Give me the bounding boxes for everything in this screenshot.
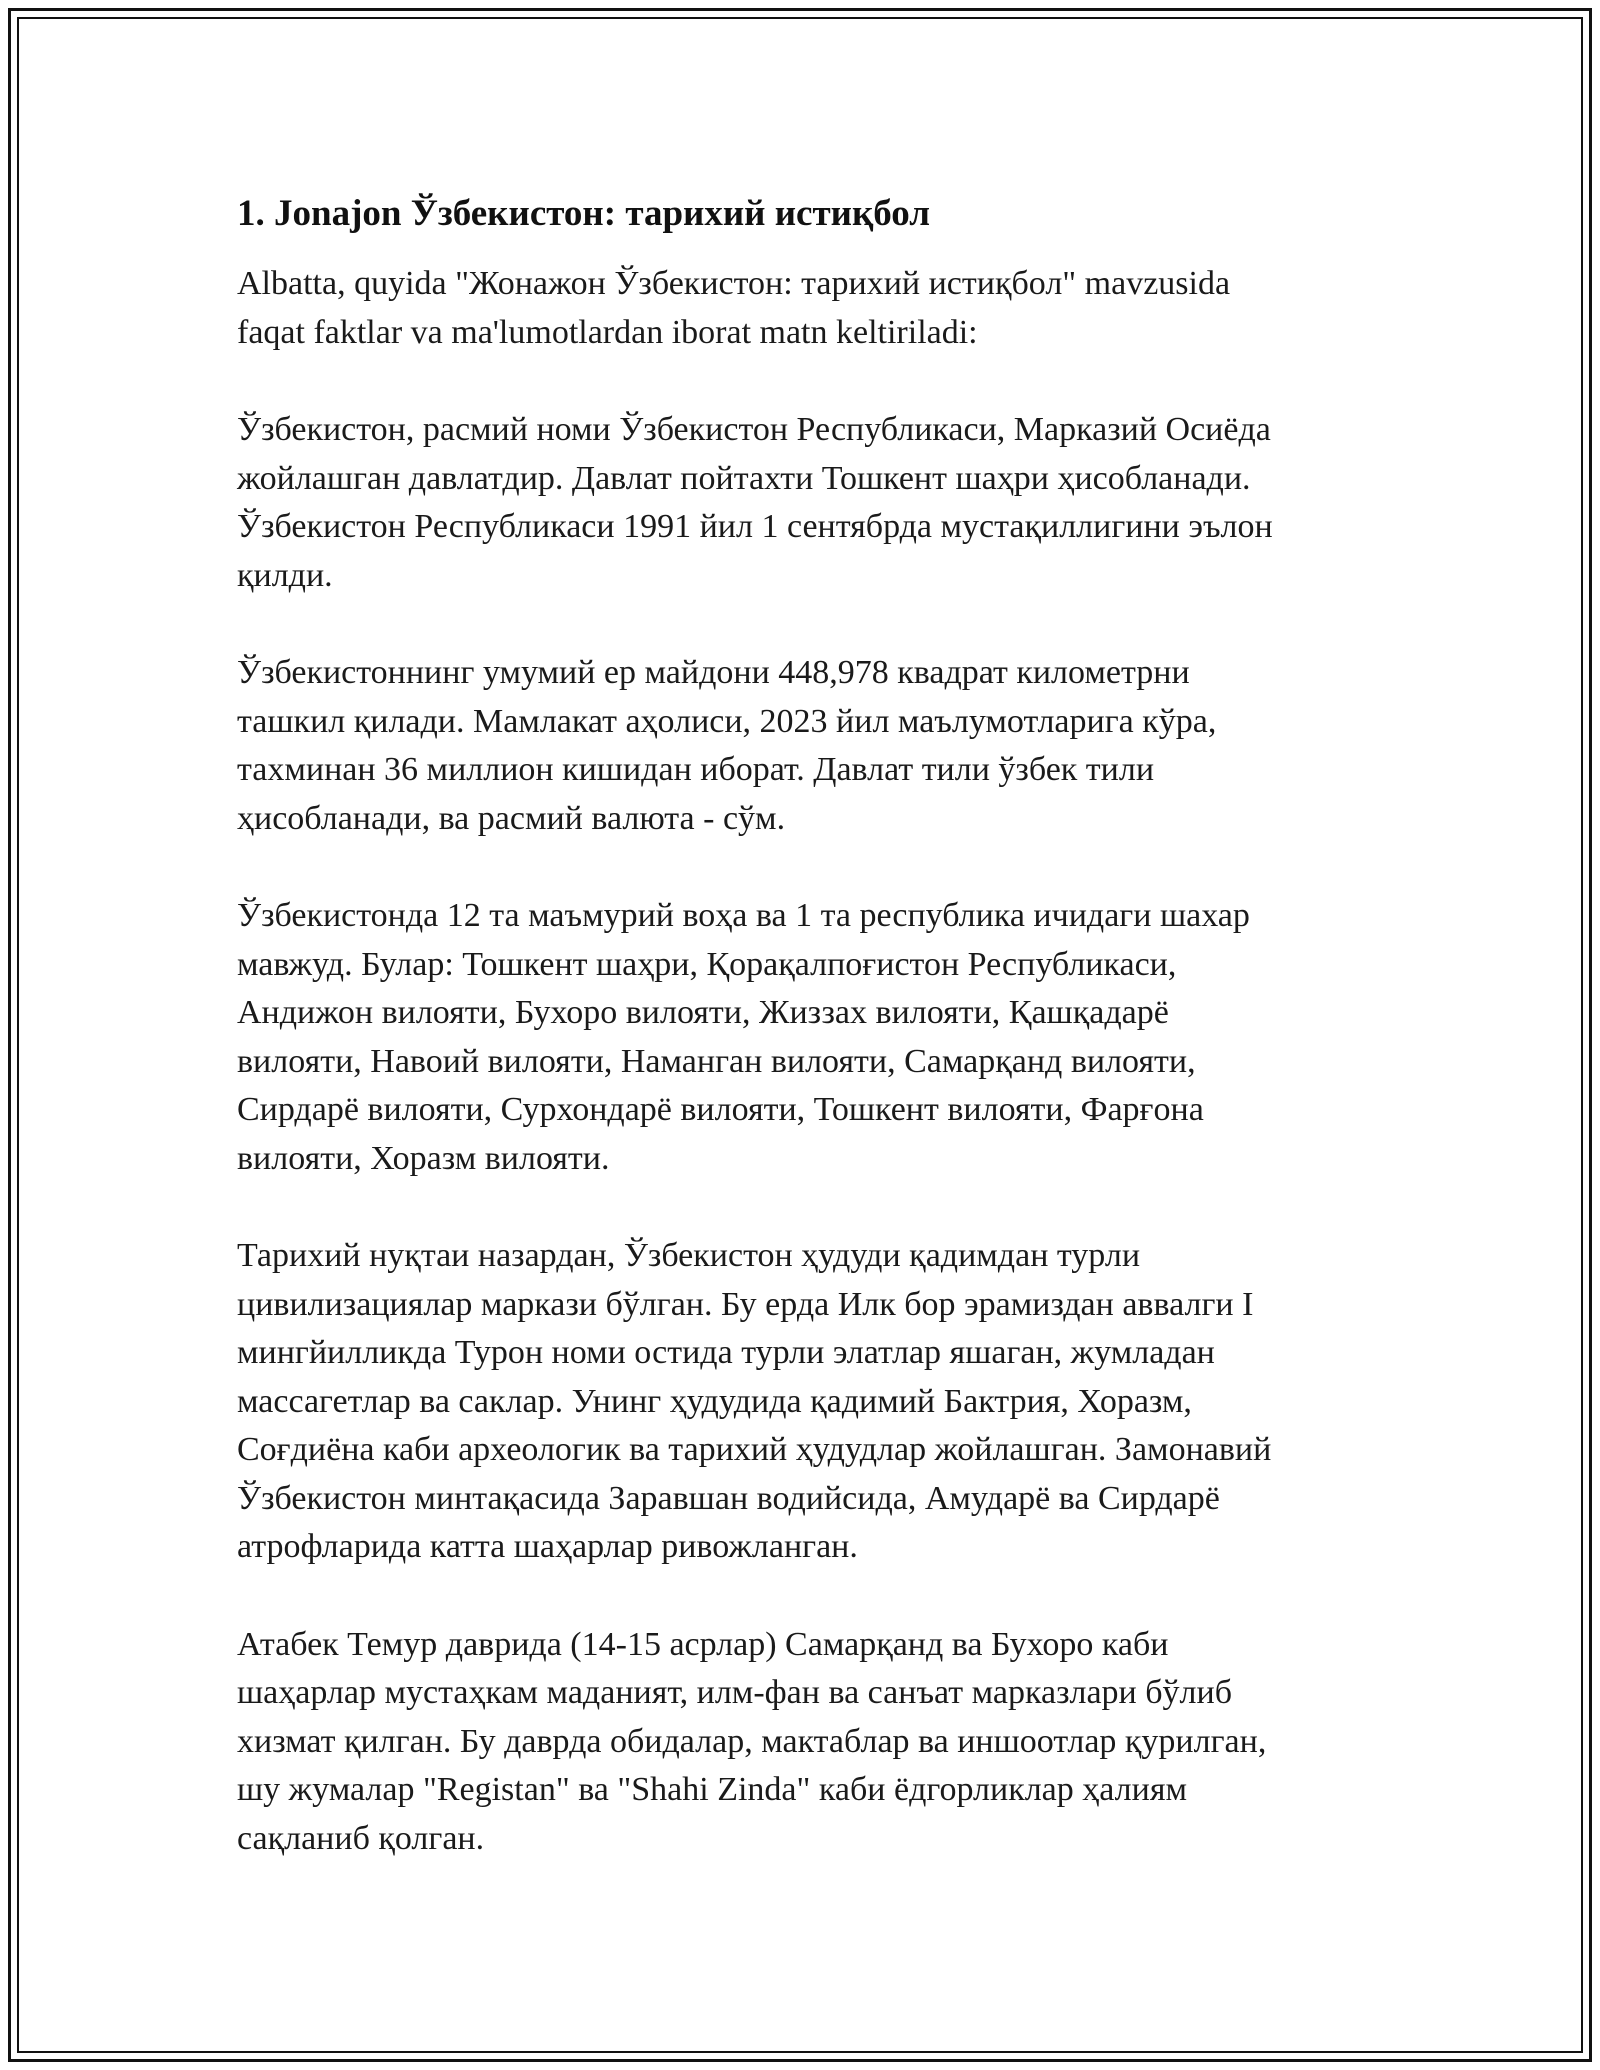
paragraph-history: Тарихий нуқтаи назардан, Ўзбекистон ҳудуди қадимдан турли цивилизациялар маркази бўлган. Бу ерда Илк бор эрамиздан аввалги I мингйилликда Турон номи остида турли элатлар яшаган, жумладан массагетлар ва саклар. Унинг ҳудудида қадимий Бактрия, Хоразм, Соғдиёна каби археологик ва тарихий ҳудудлар жойлашган. Замонавий Ўзбекистон минтақасида Заравшан водийсида, Амударё ва Сирдарё атрофларида катта шаҳарлар ривожланган. (237, 1237, 1272, 1565)
paragraph-regions: Ўзбекистонда 12 та маъмурий воҳа ва 1 та республика ичидаги шахар мавжуд. Булар: Тошкент шаҳри, Қорақалпоғистон Республикаси, Андижон вилояти, Бухоро вилояти, Жиззах вилояти, Қашқадарё вилояти, Навоий вилояти, Наманган вилояти, Самарқанд вилояти, Сирдарё вилояти, Сурхондарё вилояти, Тошкент вилояти, Фарғона вилояти, Хоразм вилояти. (237, 897, 1250, 1177)
paragraph-intro: Albatta, quyida "Жонажон Ўзбекистон: тарихий истиқбол" mavzusida faqat faktlar va ma'lumotlardan iborat matn keltiriladi: (237, 265, 1231, 351)
paragraph-geography: Ўзбекистоннинг умумий ер майдони 448,978 квадрат километрни ташкил қилади. Мамлакат аҳолиси, 2023 йил маълумотларига кўра, тахминан 36 миллион кишидан иборат. Давлат тили ўзбек тили ҳисобланади, ва расмий валюта - сўм. (237, 654, 1217, 837)
paragraph-timurid-era: Атабек Темур даврида (14-15 асрлар) Самарқанд ва Бухоро каби шаҳарлар мустаҳкам маданият, илм-фан ва санъат марказлари бўлиб хизмат қилган. Бу даврда обидалар, мактаблар ва иншоотлар қурилган, шу жумалар "Registan" ва "Shahi Zinda" каби ёдгорликлар ҳалиям сақланиб қолган. (237, 1625, 1267, 1857)
document-body (237, 190, 1377, 1912)
paragraph-overview: Ўзбекистон, расмий номи Ўзбекистон Республикаси, Марказий Осиёда жойлашган давлатдир. Давлат пойтахти Тошкент шаҳри ҳисобланади. Ўзбекистон Республикаси 1991 йил 1 сентябрда мустақиллигини эълон қилди. (237, 411, 1273, 594)
page-title: 1. Jonajon Ўзбекистон: тарихий истиқбол (237, 193, 931, 234)
